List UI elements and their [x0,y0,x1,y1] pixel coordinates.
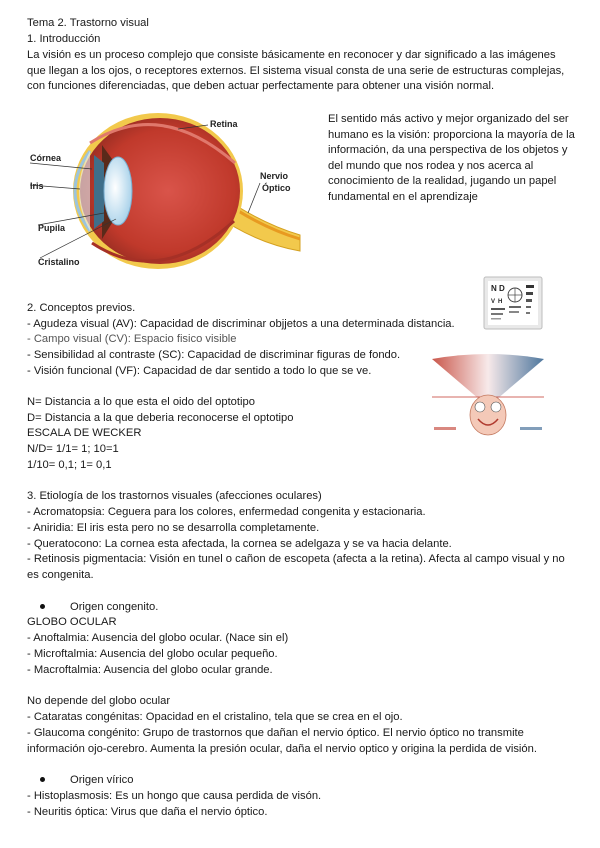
bullet-label: Origen vírico [70,774,134,786]
chart-letter-n: N [491,284,497,293]
chart-letter-h: H [498,299,503,305]
chart-letter-v: V [491,299,496,305]
vision-side-paragraph: El sentido más activo y mejor organizado del ser humano es la visión: proporciona la mayoría de la información, da una perspectiva de los objetos y del mundo que nos rodea y nos acerca al conocimiento de la realidad, jugando un papel fundamental en el aprendizaje [328,113,575,203]
intro-paragraph: La visión es un proceso complejo que consiste básicamente en reconocer y dar significado a las imágenes que llegan a los ojos, o receptores externos. El sistema visual consta de una serie de estructuras complejas, con funciones diferenciadas, que deben actuar perfectamente para obtener una visión normal. [27,49,565,93]
section-heading-conceptos: 2. Conceptos previos. [27,302,136,314]
label-cristalino: Cristalino [38,257,80,267]
label-iris: Iris [30,181,44,191]
bullet-dot-icon [40,777,45,782]
concept-item: - Sensibilidad al contraste (SC): Capacidad de discriminar figuras de fondo. [27,349,401,361]
etiology-item: - Queratocono: La cornea esta afectada, la cornea se adelgaza y se va hacia delante. [27,538,452,550]
label-cornea: Córnea [30,153,62,163]
section-heading-intro: 1. Introducción [27,33,101,45]
section-heading-etiologia: 3. Etiología de los trastornos visuales (afecciones oculares) [27,490,322,502]
etiology-item: - Aniridia: El iris esta pero no se desarrolla completamente. [27,522,320,534]
viral-item: - Neuritis óptica: Virus que daña el nervio óptico. [27,806,268,818]
formula-line: N= Distancia a lo que esta el oido del optotipo [27,396,255,408]
congenital-item: - Microftalmia: Ausencia del globo ocular pequeño. [27,648,278,660]
chart-letter-d: D [499,284,505,293]
subheading-no-depende: No depende del globo ocular [27,695,171,707]
congenital-item: - Glaucoma congénito: Grupo de trastornos que dañan el nervio óptico. El nervio óptico no transmite información ojo-cerebro. Aumenta la presión ocular, daña el nervio optico y origina la perdida de visión. [27,727,537,755]
label-pupila: Pupila [38,223,66,233]
etiology-item: - Acromatopsia: Ceguera para los colores, enfermedad congenita y estacionaria. [27,506,426,518]
formula-line: 1/10= 0,1; 1= 0,1 [27,459,112,471]
label-retina: Retina [210,119,238,129]
label-optico: Óptico [262,183,291,193]
subheading-globo-ocular: GLOBO OCULAR [27,616,117,628]
formula-line: N/D= 1/1= 1; 10=1 [27,443,119,455]
bullet-origen-congenito [40,600,158,616]
etiology-item: - Retinosis pigmentacia: Visión en tunel o cañon de escopeta (afecta a la retina). Afecta al campo visual y no es congenita. [27,553,565,581]
bullet-dot-icon [40,604,45,609]
concept-item: - Agudeza visual (AV): Capacidad de discriminar objjetos a una determinada distancia. [27,318,455,330]
label-nervio: Nervio [260,171,289,181]
congenital-item: - Anoftalmia: Ausencia del globo ocular. (Nace sin el) [27,632,289,644]
concept-item: - Campo visual (CV): Espacio fisico visible [27,333,237,345]
bullet-origen-virico [40,773,133,789]
visual-field-illustration [428,353,548,437]
congenital-item: - Cataratas congénitas: Opacidad en el cristalino, tela que se crea en el ojo. [27,711,403,723]
concept-item: - Visión funcional (VF): Capacidad de dar sentido a todo lo que se ve. [27,365,372,377]
formula-line: D= Distancia a la que deberia reconocerse el optotipo [27,412,294,424]
bullet-label: Origen congenito. [70,601,159,613]
eye-chart-illustration [482,273,546,333]
formula-line: ESCALA DE WECKER [27,427,142,439]
document-title: Tema 2. Trastorno visual [27,17,149,29]
viral-item: - Histoplasmosis: Es un hongo que causa perdida de visón. [27,790,322,802]
congenital-item: - Macroftalmia: Ausencia del globo ocular grande. [27,664,273,676]
eye-anatomy-illustration [20,103,320,283]
